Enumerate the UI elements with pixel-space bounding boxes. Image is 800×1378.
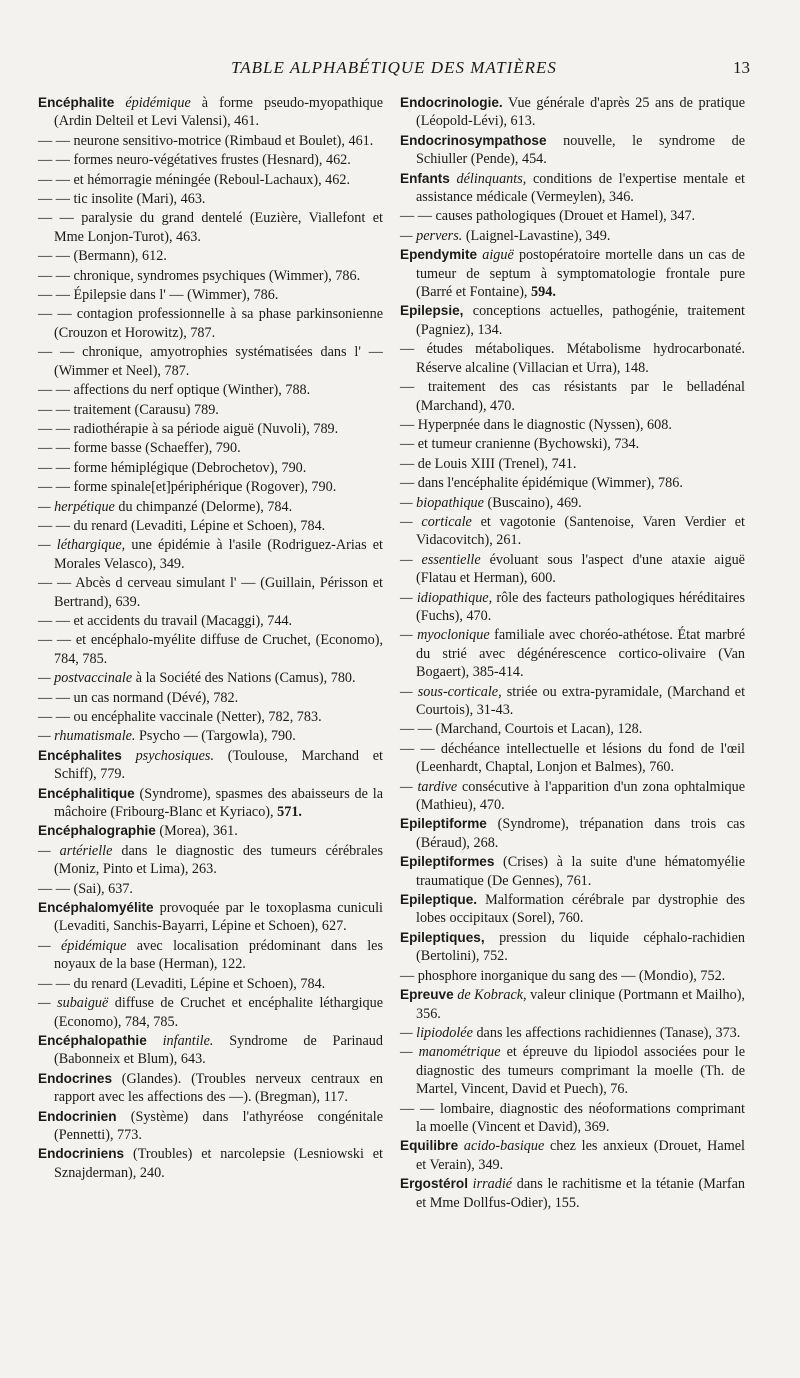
entry-headword: Endocrinien <box>38 1108 117 1124</box>
index-entry <box>400 340 745 377</box>
entry-text: postopératoire mortelle dans un cas de tumeur de septum à symptomatologie frontale pure (Barré et Fontaine), <box>416 247 745 301</box>
entry-headword: Endocriniens <box>38 1146 125 1162</box>
index-entry <box>400 967 745 985</box>
entry-text: — — déchéance intellectuelle et lésions du fond de l'œil (Leenhardt, Chaptal, Lonjon et Balmes), 760. <box>400 740 745 776</box>
entry-headword: Epileptiformes <box>400 854 495 870</box>
index-entry <box>400 1100 745 1137</box>
entry-headword: Endocrines <box>38 1070 113 1086</box>
index-column-left <box>38 94 383 1183</box>
entry-text: (Crises) à la suite d'une hématomyélie traumatique (De Gennes), 761. <box>416 854 745 889</box>
entry-text: — — et hémorragie méningée (Reboul-Lachaux), 462. <box>38 171 351 188</box>
index-entry <box>400 853 745 890</box>
entry-headword: Encéphalites <box>38 747 122 763</box>
entry-text: et épreuve du lipiodol associées pour le diagnostic des tumeurs comprimant la moelle (Th. de Martel, Vincent, David et Puech), 76. <box>416 1044 746 1098</box>
index-entry <box>400 815 745 852</box>
index-entry <box>38 880 383 898</box>
entry-text: striée ou extra-pyramidale, (Marchand et Courtois), 31-43. <box>416 683 746 718</box>
entry-qualifier: — postvaccinale <box>38 670 133 687</box>
entry-qualifier: acido-basique <box>458 1138 545 1155</box>
entry-text: — de Louis XIII (Trenel), 741. <box>400 455 577 472</box>
entry-qualifier: — subaiguë <box>38 995 109 1012</box>
entry-text: (Syndrome), trépanation dans trois cas (Béraud), 268. <box>416 816 745 851</box>
index-entry <box>400 589 745 626</box>
entry-text: — — ou encéphalite vaccinale (Netter), 782, 783. <box>38 709 322 725</box>
entry-qualifier: de Kobrack, <box>453 987 527 1004</box>
entry-text: Syndrome de Parinaud (Babonneix et Blum), 643. <box>54 1032 383 1068</box>
entry-text: — — radiothérapie à sa période aiguë (Nuvoli), 789. <box>38 420 339 437</box>
page-number: 13 <box>733 58 750 77</box>
index-entry <box>38 190 383 208</box>
entry-text: — phosphore inorganique du sang des — (Mondio), 752. <box>400 967 726 984</box>
entry-qualifier: infantile. <box>146 1032 214 1049</box>
index-entry <box>38 247 383 265</box>
entry-text: (Buscaino), 469. <box>483 494 582 511</box>
entry-headword: Encéphalitique <box>38 785 135 801</box>
index-entry <box>400 720 745 738</box>
entry-text: (Glandes). (Troubles nerveux centraux en rapport avec les affections des —). (Bregman), 117. <box>54 1070 383 1106</box>
index-entry <box>400 929 745 966</box>
entry-text: dans le rachitisme et la tétanie (Marfan et Mme Dollfus-Odier), 155. <box>416 1176 745 1211</box>
entry-text: (Toulouse, Marchand et Schiff), 779. <box>54 747 383 783</box>
entry-headword: Encéphalite <box>38 95 115 110</box>
running-title: TABLE ALPHABÉTIQUE DES MATIÈRES <box>231 58 557 77</box>
index-entry <box>38 478 383 496</box>
index-entry <box>38 708 383 726</box>
entry-text: (Système) dans l'athyréose congénitale (Pennetti), 773. <box>54 1108 383 1143</box>
index-entry <box>38 151 383 169</box>
index-entry <box>400 378 745 415</box>
index-entry <box>38 94 383 131</box>
entry-qualifier: — épidémique <box>38 937 127 954</box>
index-entry <box>38 420 383 438</box>
entry-text: à forme pseudo-myopathique (Ardin Delteil et Levi Valensi), 461. <box>54 95 383 130</box>
index-entry <box>400 513 745 550</box>
entry-text: — — lombaire, diagnostic des néoformations comprimant la moelle (Vincent et David), 369. <box>400 1100 745 1135</box>
index-entry <box>38 517 383 535</box>
entry-text: — et tumeur cranienne (Bychowski), 734. <box>400 436 640 453</box>
index-entry <box>400 494 745 512</box>
entry-text: avec localisation prédominant dans les noyaux de la base (Herman), 122. <box>54 937 383 973</box>
entry-text: — études métaboliques. Métabolisme hydrocarbonaté. Réserve alcaline (Villacian et Urra), 148. <box>400 341 745 376</box>
index-entry <box>400 891 745 928</box>
index-entry <box>400 132 745 169</box>
entry-headword: Ependymite <box>400 247 478 263</box>
index-column-right <box>400 94 745 1213</box>
index-entry <box>400 1137 745 1174</box>
index-entry <box>38 1032 383 1069</box>
index-entry <box>400 455 745 473</box>
index-entry <box>38 785 383 822</box>
entry-headword: Encéphalographie <box>38 823 156 839</box>
entry-qualifier: — pervers. <box>400 227 463 244</box>
entry-text: — — et encéphalo-myélite diffuse de Cruchet, (Economo), 784, 785. <box>38 632 383 667</box>
entry-qualifier: — corticale <box>400 513 472 530</box>
entry-text: et vagotonie (Santenoise, Varen Verdier et Vidacovitch), 261. <box>416 513 745 549</box>
index-entry <box>38 822 383 840</box>
entry-text: du chimpanzé (Delorme), 784. <box>114 498 293 515</box>
entry-text: (Morea), 361. <box>155 823 238 840</box>
index-entry <box>38 689 383 707</box>
index-entry <box>38 899 383 936</box>
entry-text: une épidémie à l'asile (Rodriguez-Arias et Morales Velasco), 349. <box>54 537 384 572</box>
entry-qualifier: — biopathique <box>400 494 484 511</box>
index-entry <box>38 381 383 399</box>
entry-headword: Epileptiques, <box>400 929 485 945</box>
entry-qualifier: — myoclonique <box>400 627 490 644</box>
entry-text: — — affections du nerf optique (Winther), 788. <box>38 382 311 399</box>
index-entry <box>38 286 383 304</box>
page-header <box>38 58 750 82</box>
entry-text: — — paralysie du grand dentelé (Euzière, Viallefont et Mme Lonjon-Turot), 463. <box>38 210 383 245</box>
index-entry <box>38 994 383 1031</box>
index-entry <box>38 612 383 630</box>
entry-text: (Laignel-Lavastine), 349. <box>462 227 611 244</box>
entry-qualifier: délinquants, <box>449 170 527 187</box>
entry-qualifier: — herpétique <box>38 498 115 515</box>
index-entry <box>400 416 745 434</box>
entry-text: dans les affections rachidiennes (Tanase), 373. <box>472 1024 741 1041</box>
entry-text: — — (Bermann), 612. <box>38 248 167 265</box>
entry-headword: Equilibre <box>400 1138 459 1154</box>
entry-text: Vue générale d'après 25 ans de pratique (Léopold-Lévi), 613. <box>416 95 745 130</box>
entry-qualifier: — essentielle <box>400 551 481 568</box>
entry-text: familiale avec choréo-athétose. État marbré du strié avec dégénérescence cortico-olivaire (Van Bogaert), 385-414. <box>416 627 745 681</box>
entry-text: conceptions actuelles, pathogénie, traitement (Pagniez), 134. <box>416 303 745 338</box>
entry-qualifier: — rhumatismale. <box>38 728 136 745</box>
index-entry <box>400 1175 745 1212</box>
entry-text: — Hyperpnée dans le diagnostic (Nyssen), 608. <box>400 416 672 433</box>
index-entry <box>38 536 383 573</box>
index-entry <box>400 1043 745 1098</box>
entry-text: — — Abcès d cerveau simulant l' — (Guillain, Périsson et Bertrand), 639. <box>38 575 383 610</box>
index-entry <box>38 171 383 189</box>
entry-text: chez les anxieux (Drouet, Hamel et Verain), 349. <box>416 1138 745 1173</box>
entry-headword: Endocrinosympathose <box>400 132 547 148</box>
entry-qualifier: irradié <box>467 1176 513 1193</box>
entry-text: — — un cas normand (Dévé), 782. <box>38 689 239 706</box>
entry-text: — — formes neuro-végétatives frustes (Hesnard), 462. <box>38 152 351 169</box>
entry-text: — traitement des cas résistants par le belladénal (Marchand), 470. <box>400 379 745 414</box>
entry-text: — — du renard (Levaditi, Lépine et Schoen), 784. <box>38 517 326 534</box>
entry-qualifier: aiguë <box>477 247 514 264</box>
entry-text: dans le diagnostic des tumeurs cérébrales (Moniz, Pinto et Lima), 263. <box>54 842 383 878</box>
index-entry <box>38 937 383 974</box>
entry-text: — — forme basse (Schaeffer), 790. <box>38 440 241 457</box>
index-entry <box>400 246 745 301</box>
entry-headword: Epileptique. <box>400 892 478 908</box>
entry-headword: Encéphalomyélite <box>38 900 154 916</box>
entry-text: — — forme hémiplégique (Debrochetov), 790. <box>38 459 307 476</box>
index-entry <box>38 209 383 246</box>
index-entry <box>38 439 383 457</box>
entry-text: — — et accidents du travail (Macaggi), 744. <box>38 612 293 629</box>
entry-qualifier: épidémique <box>114 95 191 111</box>
entry-text: — — du renard (Levaditi, Lépine et Schoen), 784. <box>38 975 326 992</box>
index-entry <box>38 267 383 285</box>
entry-text: — dans l'encéphalite épidémique (Wimmer), 786. <box>400 475 683 492</box>
index-entry <box>400 683 745 720</box>
entry-text: consécutive à l'apparition d'un zona ophtalmique (Mathieu), 470. <box>416 778 745 814</box>
entry-headword: Ergostérol <box>400 1176 468 1192</box>
index-entry <box>38 459 383 477</box>
entry-page-bold: 594. <box>531 284 556 301</box>
entry-headword: Enfants <box>400 170 450 186</box>
entry-headword: Epileptiforme <box>400 816 487 832</box>
entry-headword: Epreuve <box>400 987 454 1003</box>
index-entry <box>400 1024 745 1042</box>
entry-headword: Endocrinologie. <box>400 95 503 110</box>
entry-headword: Encéphalopathie <box>38 1032 147 1048</box>
index-entry <box>38 305 383 342</box>
index-entry <box>38 631 383 668</box>
entry-text: — — (Sai), 637. <box>38 880 133 897</box>
entry-text: nouvelle, le syndrome de Schiuller (Pende), 454. <box>416 132 745 168</box>
entry-text: pression du liquide céphalo-rachidien (Bertolini), 752. <box>416 929 745 965</box>
index-entry <box>400 170 745 207</box>
entry-text: Malformation cérébrale par dystrophie des lobes occipitaux (Sorel), 760. <box>416 892 745 927</box>
index-entry <box>400 435 745 453</box>
entry-text: évoluant sous l'aspect d'une ataxie aiguë (Flatau et Herman), 600. <box>416 551 745 587</box>
index-entry <box>400 778 745 815</box>
entry-text: — — causes pathologiques (Drouet et Hamel), 347. <box>400 208 696 225</box>
entry-text: — — Épilepsie dans l' — (Wimmer), 786. <box>38 287 279 304</box>
index-entry <box>38 498 383 516</box>
index-entry <box>38 1108 383 1145</box>
entry-text: Psycho — (Targowla), 790. <box>135 728 296 745</box>
entry-page-bold: 571. <box>277 804 302 821</box>
entry-text: rôle des facteurs pathologiques héréditaires (Fuchs), 470. <box>416 589 745 624</box>
index-entry <box>400 94 745 131</box>
entry-text: (Syndrome), spasmes des abaisseurs de la mâchoire (Fribourg-Blanc et Kyriaco), <box>54 785 383 821</box>
entry-text: (Troubles) et narcolepsie (Lesniowski et Sznajderman), 240. <box>54 1146 383 1181</box>
entry-text: — — tic insolite (Mari), 463. <box>38 191 206 208</box>
index-entry <box>400 227 745 245</box>
index-entry <box>38 1145 383 1182</box>
index-entry <box>38 132 383 150</box>
index-entry <box>38 1070 383 1107</box>
index-entry <box>400 740 745 777</box>
entry-text: conditions de l'expertise mentale et assistance médicale (Vermeylen), 346. <box>416 170 745 206</box>
index-entry <box>400 207 745 225</box>
index-entry <box>38 343 383 380</box>
index-entry <box>38 669 383 687</box>
entry-text: — — neurone sensitivo-motrice (Rimbaud et Boulet), 461. <box>38 132 374 149</box>
index-entry <box>38 401 383 419</box>
entry-text: — — chronique, syndromes psychiques (Wimmer), 786. <box>38 267 361 284</box>
index-entry <box>38 975 383 993</box>
entry-qualifier: — lipiodolée <box>400 1024 473 1041</box>
entry-qualifier: psychosiques. <box>121 747 214 764</box>
entry-text: — — contagion professionnelle à sa phase parkinsonienne (Crouzon et Horowitz), 787. <box>38 306 383 341</box>
index-entry <box>38 727 383 745</box>
index-entry <box>38 574 383 611</box>
index-entry <box>400 626 745 681</box>
entry-text: diffuse de Cruchet et encéphalite léthargique (Economo), 784, 785. <box>54 995 383 1030</box>
entry-text: provoquée par le toxoplasma cuniculi (Levaditi, Sanchis-Bayarri, Lépine et Schoen), 627. <box>54 900 383 935</box>
entry-headword: Epilepsie, <box>400 303 464 319</box>
index-entry <box>400 474 745 492</box>
index-entry <box>38 842 383 879</box>
entry-qualifier: — manométrique <box>400 1044 501 1061</box>
entry-qualifier: — artérielle <box>38 842 113 859</box>
index-entry <box>400 986 745 1023</box>
entry-text: à la Société des Nations (Camus), 780. <box>132 670 356 687</box>
entry-qualifier: — sous-corticale, <box>400 683 502 700</box>
entry-qualifier: — tardive <box>400 778 458 795</box>
index-entry <box>400 302 745 339</box>
entry-text: — — chronique, amyotrophies systématisées dans l' — (Wimmer et Neel), 787. <box>38 344 383 379</box>
entry-text: valeur clinique (Portmann et Mailho), 356. <box>416 987 745 1022</box>
entry-qualifier: — idiopathique, <box>400 589 493 606</box>
entry-text: — — traitement (Carausu) 789. <box>38 401 219 418</box>
entry-text: — — forme spinale[et]périphérique (Rogover), 790. <box>38 479 337 496</box>
index-entry <box>400 551 745 588</box>
index-entry <box>38 747 383 784</box>
entry-text: — — (Marchand, Courtois et Lacan), 128. <box>400 721 643 738</box>
entry-qualifier: — léthargique, <box>38 537 126 554</box>
